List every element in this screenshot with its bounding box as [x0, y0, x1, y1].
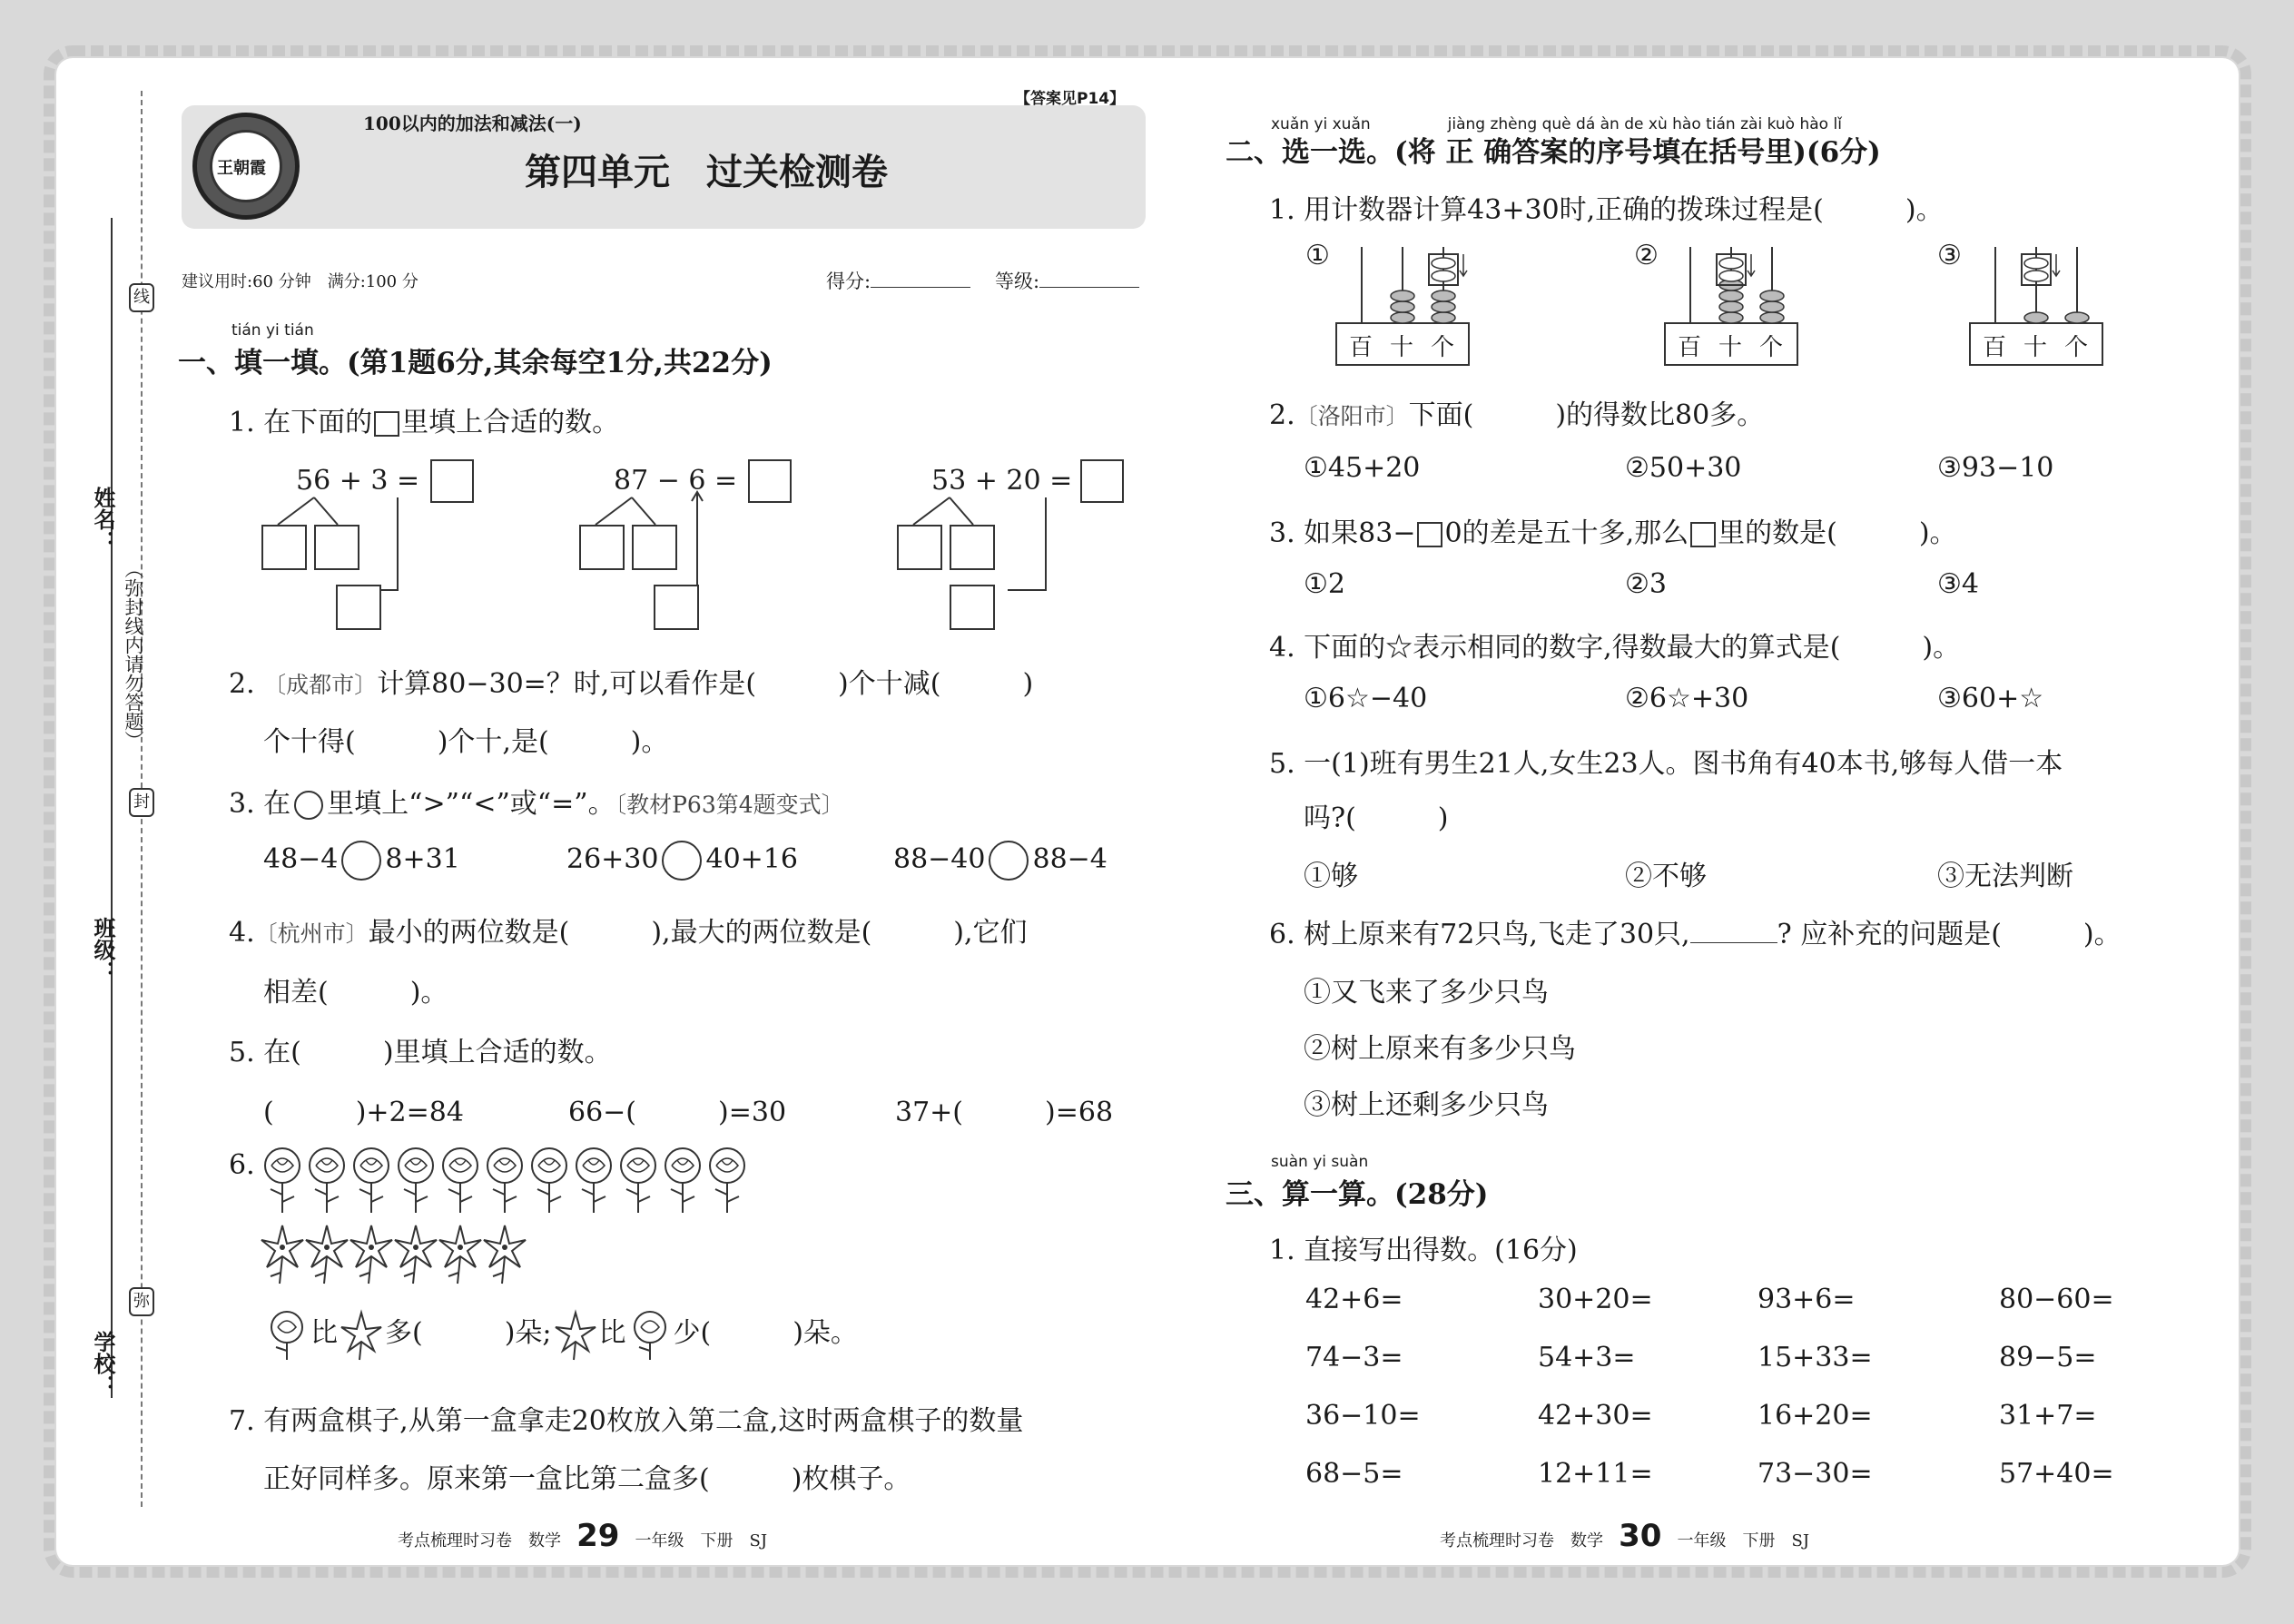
s2-q4-opt-2[interactable]: ②6☆+30 — [1625, 683, 1749, 714]
s1-q4: 4.〔杭州市〕最小的两位数是( ),最大的两位数是( ),它们 — [229, 917, 1028, 949]
rose-icon — [571, 1146, 616, 1218]
s2-q6-opt-2[interactable]: ②树上原来有多少只鸟 — [1304, 1033, 1576, 1065]
q1-split-box-3a[interactable] — [897, 525, 942, 570]
logo — [192, 113, 300, 220]
s2-q2-opt-2[interactable]: ②50+30 — [1625, 452, 1742, 484]
logo-text: 王朝霞 — [217, 159, 266, 178]
s1-q4-line2: 相差( )。 — [263, 977, 448, 1009]
s1-q7-line2: 正好同样多。原来第一盒比第二盒多( )枚棋子。 — [263, 1463, 911, 1495]
s1-q3: 3. 在 里填上“>”“<”或“=”。〔教材P63第4题变式〕 — [229, 788, 844, 820]
s2-q5-line1: 5. 一(1)班有男生21人,女生23人。图书角有40本书,够每人借一本 — [1269, 748, 2063, 780]
q3-circle-2[interactable] — [662, 841, 702, 881]
lily-icon — [438, 1222, 483, 1289]
s2-q4-opt-3[interactable]: ③60+☆ — [1937, 683, 2044, 714]
s1-q1: 1. 在下面的 里填上合适的数。 — [229, 407, 620, 438]
s2-q2: 2.〔洛阳市〕下面( )的得数比80多。 — [1269, 399, 1765, 431]
rose-icon — [263, 1307, 310, 1362]
section1-pinyin: tián yi tián — [231, 321, 314, 340]
q1-expr-3: 53 + 20 = — [931, 465, 1073, 497]
s2-q3-opt-3[interactable]: ③4 — [1937, 568, 1979, 600]
rose-icon — [527, 1146, 572, 1218]
q1-expr-2: 87 − 6 = — [614, 465, 738, 497]
q1-split-box-1b[interactable] — [314, 525, 359, 570]
q3-compare-3: 88−40 88−4 — [893, 841, 1108, 881]
square-icon — [374, 411, 399, 437]
rose-icon — [482, 1146, 527, 1218]
q6-compare: 比 多( )朵; 比 少( )朵。 — [263, 1307, 858, 1362]
lily-icon — [338, 1307, 385, 1362]
s2-q2-opt-3[interactable]: ③93−10 — [1937, 452, 2054, 484]
lily-icon — [552, 1307, 599, 1362]
s2-q4-opt-1[interactable]: ①6☆−40 — [1304, 683, 1428, 714]
calc-item[interactable]: 57+40= — [1999, 1458, 2114, 1490]
abacus-label: 百 — [1983, 334, 2007, 361]
calc-item[interactable]: 12+11= — [1538, 1458, 1653, 1490]
q5-item-2: 66−( )=30 — [568, 1097, 787, 1128]
q1-answer-box-3[interactable] — [1080, 459, 1124, 503]
seal-line-mark: 线 — [129, 283, 154, 312]
s2-q3: 3. 如果83− 0的差是五十多,那么 里的数是( )。 — [1269, 517, 1957, 549]
abacus-label: 个 — [1759, 334, 1784, 361]
q2-source-tag: 〔成都市〕 — [263, 672, 378, 698]
s2-q3-opt-2[interactable]: ②3 — [1625, 568, 1667, 600]
section3-pinyin: suàn yi suàn — [1271, 1153, 1369, 1171]
q3-source-tag: 〔教材P63第4题变式〕 — [615, 792, 844, 818]
school-label: 学校： — [90, 1331, 115, 1396]
s1-q2-line2: 个十得( )个十,是( )。 — [263, 726, 669, 758]
footer-right: 考点梳理时习卷 数学 30 一年级 下册 SJ — [1440, 1518, 1810, 1554]
rose-icon — [304, 1146, 350, 1218]
q1-split-box-2c[interactable] — [654, 585, 699, 630]
rose-icon — [260, 1146, 305, 1218]
s2-q5-opt-3[interactable]: ③无法判断 — [1937, 861, 2073, 892]
abacus-label: 百 — [1349, 334, 1373, 361]
lily-icon — [349, 1222, 394, 1289]
seal-close-mark: 弥 — [129, 1287, 154, 1316]
q1-split-box-1c[interactable] — [336, 585, 381, 630]
q1-split-box-2a[interactable] — [579, 525, 625, 570]
section2-title: 二、选一选。(将 正 确答案的序号填在括号里)(6分) — [1226, 136, 1881, 169]
rose-icon — [626, 1307, 674, 1362]
calc-item[interactable]: 54+3= — [1538, 1342, 1636, 1373]
calc-item[interactable]: 42+30= — [1538, 1400, 1653, 1432]
calc-item[interactable]: 73−30= — [1757, 1458, 1873, 1490]
section1-title: 一、填一填。(第1题6分,其余每空1分,共22分) — [178, 347, 773, 379]
q1-split-box-3c[interactable] — [950, 585, 995, 630]
calc-item[interactable]: 16+20= — [1757, 1400, 1873, 1432]
rose-icon — [393, 1146, 438, 1218]
page-number-left: 29 — [576, 1518, 620, 1554]
s2-q4: 4. 下面的☆表示相同的数字,得数最大的算式是( )。 — [1269, 632, 1961, 664]
s2-q2-opt-1[interactable]: ①45+20 — [1304, 452, 1421, 484]
lily-icon — [393, 1222, 438, 1289]
binding-solid-line — [111, 218, 113, 1398]
q3-compare-1: 48−4 8+31 — [263, 841, 460, 881]
s1-q6-num: 6. — [229, 1149, 255, 1181]
no-answer-note: （弥封线内请勿答题） — [123, 559, 144, 750]
lily-icon — [482, 1222, 527, 1289]
unit-subtitle: 100以内的加法和减法(一) — [363, 113, 582, 134]
score-field[interactable] — [826, 267, 970, 294]
circle-icon — [294, 791, 323, 820]
q4-source-tag: 〔杭州市〕 — [254, 920, 369, 947]
abacus-label: 个 — [2064, 334, 2089, 361]
name-label: 姓名： — [90, 487, 115, 552]
s2-q5-opt-1[interactable]: ①够 — [1304, 861, 1358, 892]
q1-expr-1: 56 + 3 = — [296, 465, 420, 497]
s1-q7-line1: 7. 有两盒棋子,从第一盒拿走20枚放入第二盒,这时两盒棋子的数量 — [229, 1405, 1024, 1437]
s1-q2: 2. 〔成都市〕计算80−30=？时,可以看作是( )个十减( ) — [229, 668, 1034, 700]
time-info: 建议用时:60 分钟 满分:100 分 — [182, 272, 418, 291]
abacus-label: 十 — [1390, 334, 1414, 361]
abacus-option-2: ② — [1634, 240, 1659, 271]
q1-split-box-1a[interactable] — [261, 525, 307, 570]
calc-item[interactable]: 68−5= — [1305, 1458, 1403, 1490]
rose-icon — [615, 1146, 661, 1218]
section2-pinyin: xuǎn yi xuǎn jiàng zhèng què dá àn de xù hào tián zài kuò hào lǐ — [1271, 115, 1842, 133]
section3-title: 三、算一算。(28分) — [1226, 1178, 1489, 1211]
abacus-label: 十 — [2023, 334, 2048, 361]
s2-q5-opt-2[interactable]: ②不够 — [1625, 861, 1707, 892]
calc-item[interactable]: 89−5= — [1999, 1342, 2097, 1373]
rose-icon — [438, 1146, 483, 1218]
square-icon — [1417, 522, 1442, 547]
square-icon — [1690, 522, 1716, 547]
calc-item[interactable]: 74−3= — [1305, 1342, 1403, 1373]
s2-q3-opt-1[interactable]: ①2 — [1304, 568, 1345, 600]
q1-split-box-3b[interactable] — [950, 525, 995, 570]
seal-seal-mark: 封 — [129, 788, 154, 817]
calc-item[interactable]: 15+33= — [1757, 1342, 1873, 1373]
footer-left: 考点梳理时习卷 数学 29 一年级 下册 SJ — [398, 1518, 768, 1554]
s2-q6-opt-3[interactable]: ③树上还剩多少只鸟 — [1304, 1089, 1549, 1121]
abacus-label: 百 — [1678, 334, 1702, 361]
calc-item[interactable]: 31+7= — [1999, 1400, 2097, 1432]
page-number-right: 30 — [1619, 1518, 1662, 1554]
answer-ref: 【答案见P14】 — [1015, 90, 1126, 108]
s2-q6-opt-1[interactable]: ①又飞来了多少只鸟 — [1304, 977, 1549, 1009]
q1-answer-box-1[interactable] — [430, 459, 474, 503]
calc-item[interactable]: 42+6= — [1305, 1284, 1403, 1315]
calc-item[interactable]: 93+6= — [1757, 1284, 1856, 1315]
q3-compare-2: 26+30 40+16 — [566, 841, 798, 881]
s2-q1: 1. 用计数器计算43+30时,正确的拨珠过程是( )。 — [1269, 194, 1944, 226]
abacus-option-1: ① — [1305, 240, 1330, 271]
calc-item[interactable]: 36−10= — [1305, 1400, 1421, 1432]
abacus-label: 十 — [1718, 334, 1743, 361]
lily-icon — [304, 1222, 350, 1289]
class-label: 班级： — [90, 917, 115, 982]
q1-answer-box-2[interactable] — [748, 459, 792, 503]
rose-icon — [349, 1146, 394, 1218]
calc-item[interactable]: 80−60= — [1999, 1284, 2114, 1315]
rose-icon — [660, 1146, 705, 1218]
s1-q5: 5. 在( )里填上合适的数。 — [229, 1037, 612, 1068]
q1-split-box-2b[interactable] — [632, 525, 677, 570]
s2-q6-blank — [1690, 916, 1777, 943]
lily-icon — [260, 1222, 305, 1289]
grade-label: 等级: — [995, 271, 1040, 292]
s2-q5-line2: 吗?( ) — [1304, 802, 1449, 834]
abacus-option-3: ③ — [1937, 240, 1962, 271]
q5-item-3: 37+( )=68 — [895, 1097, 1114, 1128]
s2-q2-source-tag: 〔洛阳市〕 — [1295, 403, 1409, 429]
rose-icon — [704, 1146, 750, 1218]
score-label: 得分: — [826, 271, 871, 292]
q3-circle-3[interactable] — [989, 841, 1029, 881]
page-title: 第四单元 过关检测卷 — [525, 152, 888, 193]
q3-circle-1[interactable] — [341, 841, 381, 881]
grade-field[interactable] — [995, 267, 1139, 294]
abacus-label: 个 — [1431, 334, 1455, 361]
s2-q6: 6. 树上原来有72只鸟,飞走了30只, ? 应补充的问题是( )。 — [1269, 911, 2122, 951]
calc-item[interactable]: 30+20= — [1538, 1284, 1653, 1315]
q5-item-1: ( )+2=84 — [263, 1097, 464, 1128]
s3-q1: 1. 直接写出得数。(16分) — [1269, 1235, 1578, 1266]
